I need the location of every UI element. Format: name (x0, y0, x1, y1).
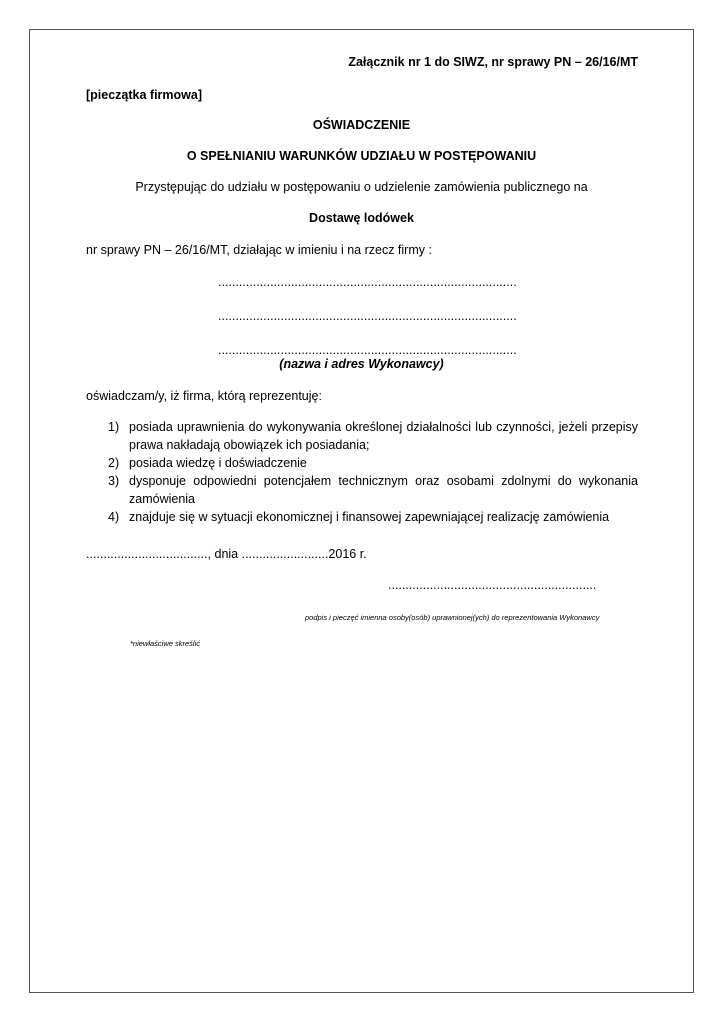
list-item (108, 454, 638, 472)
place-date-line: ..................................., dnia .........................2016 r. (86, 547, 367, 561)
list-item-number: 4) (108, 510, 120, 524)
contractor-dotted-line-3: ...................................................................................... (218, 343, 517, 357)
list-item-text: posiada uprawnienia do wykonywania określonej działalności lub czynności, jeżeli przepisy prawa nakładają obowiązek ich posiadania; (129, 420, 638, 452)
intro-text: Przystępując do udziału w postępowaniu o udzielenie zamówienia publicznego na (135, 180, 588, 194)
declaration-text: oświadczam/y, iż firma, którą reprezentuję: (86, 389, 322, 403)
case-number-line: nr sprawy PN – 26/16/MT, działając w imieniu i na rzecz firmy : (86, 243, 432, 257)
list-item (108, 472, 638, 508)
list-item-text: dysponuje odpowiedni potencjałem technicznym oraz osobami zdolnymi do wykonania zamówienia (129, 474, 638, 506)
contractor-dotted-line-1: ...................................................................................... (218, 275, 517, 289)
list-item-number: 1) (108, 420, 120, 434)
contractor-dotted-line-2: ...................................................................................... (218, 309, 517, 323)
signature-dotted-line: ............................................................ (388, 578, 597, 592)
list-item-text: znajduje się w sytuacji ekonomicznej i finansowej zapewniającej realizację zamówienia (129, 510, 610, 524)
footnote: *niewłaściwe skreślić (130, 639, 201, 648)
procurement-subject: Dostawę lodówek (309, 211, 414, 225)
company-stamp-placeholder: [pieczątka firmowa] (86, 88, 203, 102)
contractor-name-label: (nazwa i adres Wykonawcy) (279, 357, 444, 371)
list-item (108, 418, 638, 454)
list-item (108, 508, 638, 526)
list-item-number: 3) (108, 474, 120, 488)
document-title: OŚWIADCZENIE (312, 118, 411, 132)
document-subtitle: O SPEŁNIANIU WARUNKÓW UDZIAŁU W POSTĘPOWANIU (186, 149, 537, 163)
signature-caption: podpis i pieczęć imienna osoby(osób) uprawnionej(ych) do reprezentowania Wykonawcy (305, 613, 600, 622)
list-item-number: 2) (108, 456, 120, 470)
annex-reference: Załącznik nr 1 do SIWZ, nr sprawy PN – 26/16/MT (348, 55, 638, 69)
conditions-list (108, 418, 638, 526)
list-item-text: posiada wiedzę i doświadczenie (129, 456, 307, 470)
